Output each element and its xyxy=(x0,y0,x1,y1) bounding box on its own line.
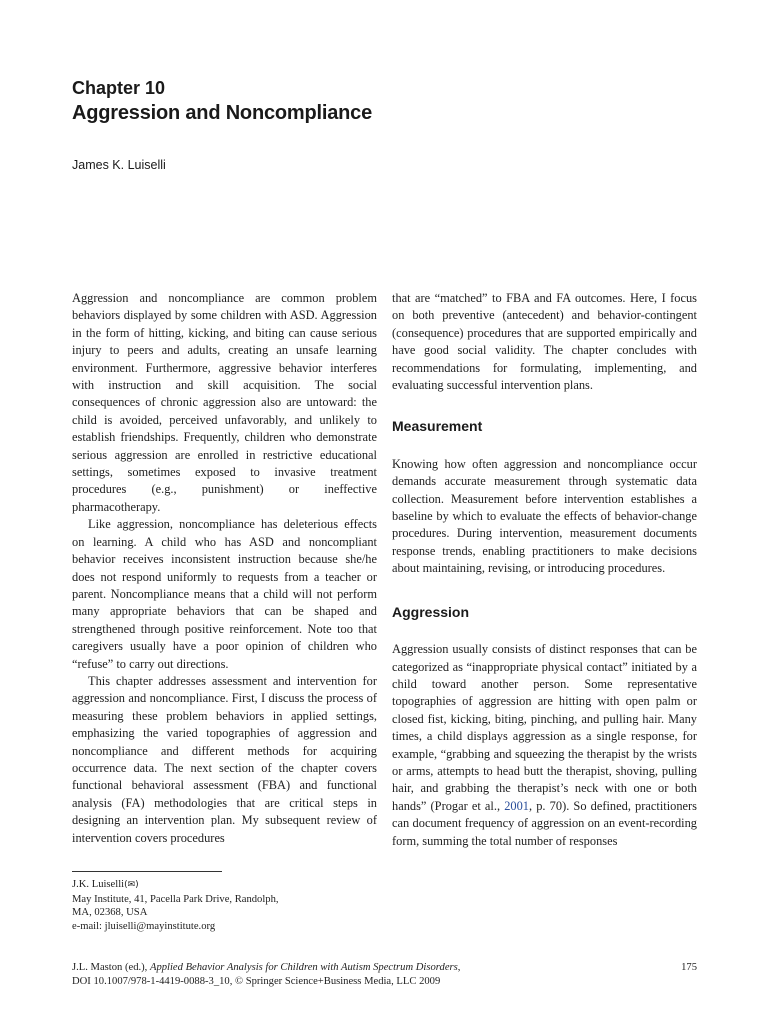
footnote-address-2: MA, 02368, USA xyxy=(72,907,148,919)
footnote-name-line xyxy=(72,878,279,893)
book-title: Applied Behavior Analysis for Children with Autism Spectrum Disorders xyxy=(149,962,458,973)
author-footnote xyxy=(72,878,279,933)
author-name: James K. Luiselli xyxy=(72,158,166,172)
citation-prefix: J.L. Maston (ed.), xyxy=(72,962,150,973)
right-column xyxy=(392,290,697,850)
doi-line: DOI 10.1007/978-1-4419-0088-3_10, © Springer Science+Business Media, LLC 2009 xyxy=(72,976,441,987)
envelope-icon: (✉) xyxy=(124,880,139,890)
citation-suffix: , xyxy=(457,962,461,973)
chapter-number: Chapter 10 xyxy=(72,78,166,98)
page-number: 175 xyxy=(681,962,697,973)
footnote-address-1: May Institute, 41, Pacella Park Drive, Randolph, xyxy=(72,893,279,905)
citation-link[interactable]: 2001 xyxy=(504,798,529,813)
footer-citation-line xyxy=(72,961,697,975)
footer-citation xyxy=(72,961,460,975)
measurement-paragraph: Knowing how often aggression and noncompliance occur demands accurate measurement through systematic data collection. Measurement before intervention establishes a baseline by which to evaluate the effects of behavior-change procedures. During intervention, measurement documents response trends, enabling practitioners to make decisions about maintaining, revising, or introducing procedures. xyxy=(392,456,697,576)
page-footer xyxy=(72,961,697,989)
intro-paragraph-continued: that are “matched” to FBA and FA outcomes. Here, I focus on both preventive (antecedent) and behavior-contingent (consequence) procedures that are supported empirically and have good social validity. The chapter concludes with recommendations for formulating, implementing, and evaluating successful intervention plans. xyxy=(392,291,697,393)
measurement-heading: Measurement xyxy=(392,418,483,435)
chapter-title: Aggression and Noncompliance xyxy=(72,102,373,124)
aggression-text-end: , p. 70). So defined, practitioners can document frequency of aggression on an event-recording form, summing the total number of responses xyxy=(392,798,697,848)
aggression-paragraph xyxy=(392,641,697,850)
footnote-author: J.K. Luiselli xyxy=(72,879,125,890)
footnote-email[interactable]: e-mail: jluiselli@mayinstitute.org xyxy=(72,920,216,932)
intro-paragraph-1: Aggression and noncompliance are common problem behaviors displayed by some children with ASD. Aggression in the form of hitting, kicking, and biting can cause serious injury to peers and adults, creating an unsafe learning environment. Furthermore, aggressive behavior interferes with instruction and skill acquisition. The social consequences of chronic aggression also are untoward: the child is avoided, perceived unfavorably, and unlikely to establish friendships. Frequently, children who demonstrate serious aggression are enrolled in restrictive educational settings, sometimes exposed to invasive treatment procedures (e.g., punishment) or ineffective pharmacotherapy. xyxy=(72,291,377,514)
footnote-divider xyxy=(72,871,222,872)
aggression-heading: Aggression xyxy=(392,603,470,620)
intro-paragraph-2: Like aggression, noncompliance has deleterious effects on learning. A child who has ASD and noncompliant behavior receives inconsistent instruction because she/he does not respond uniformly to requests from a teacher or parent. Noncompliance means that a child will not perform many appropriate behaviors that can be shaped and strengthened through positive reinforcement. Note too that caregivers usually have a poor opinion of children who “refuse” to carry out directions. xyxy=(72,517,377,671)
intro-paragraph-3: This chapter addresses assessment and intervention for aggression and noncompliance. First, I discuss the process of measuring these problem behaviors in applied settings, emphasizing the varied topographies of aggression and noncompliance and different methods for acquiring occurrence data. The next section of the chapter covers functional behavioral assessment (FBA) and functional analysis (FA) methodologies that are critical steps in designing an intervention plan. My subsequent review of intervention covers procedures xyxy=(72,673,377,845)
aggression-text-start: Aggression usually consists of distinct responses that can be categorized as “inappropriate physical contact” initiated by a child toward another person. Some representative topographies of aggression are hitting with open palm or closed fist, kicking, biting, pinching, and pulling hair. Many times, a child displays aggression as a single response, for example, “grabbing and squeezing the therapist by the wrists or arms, attempts to head butt the therapist, shoving, pulling hair, and grabbing the therapist’s neck with one or both hands” (Progar et al., xyxy=(392,642,697,813)
left-column xyxy=(72,290,377,847)
